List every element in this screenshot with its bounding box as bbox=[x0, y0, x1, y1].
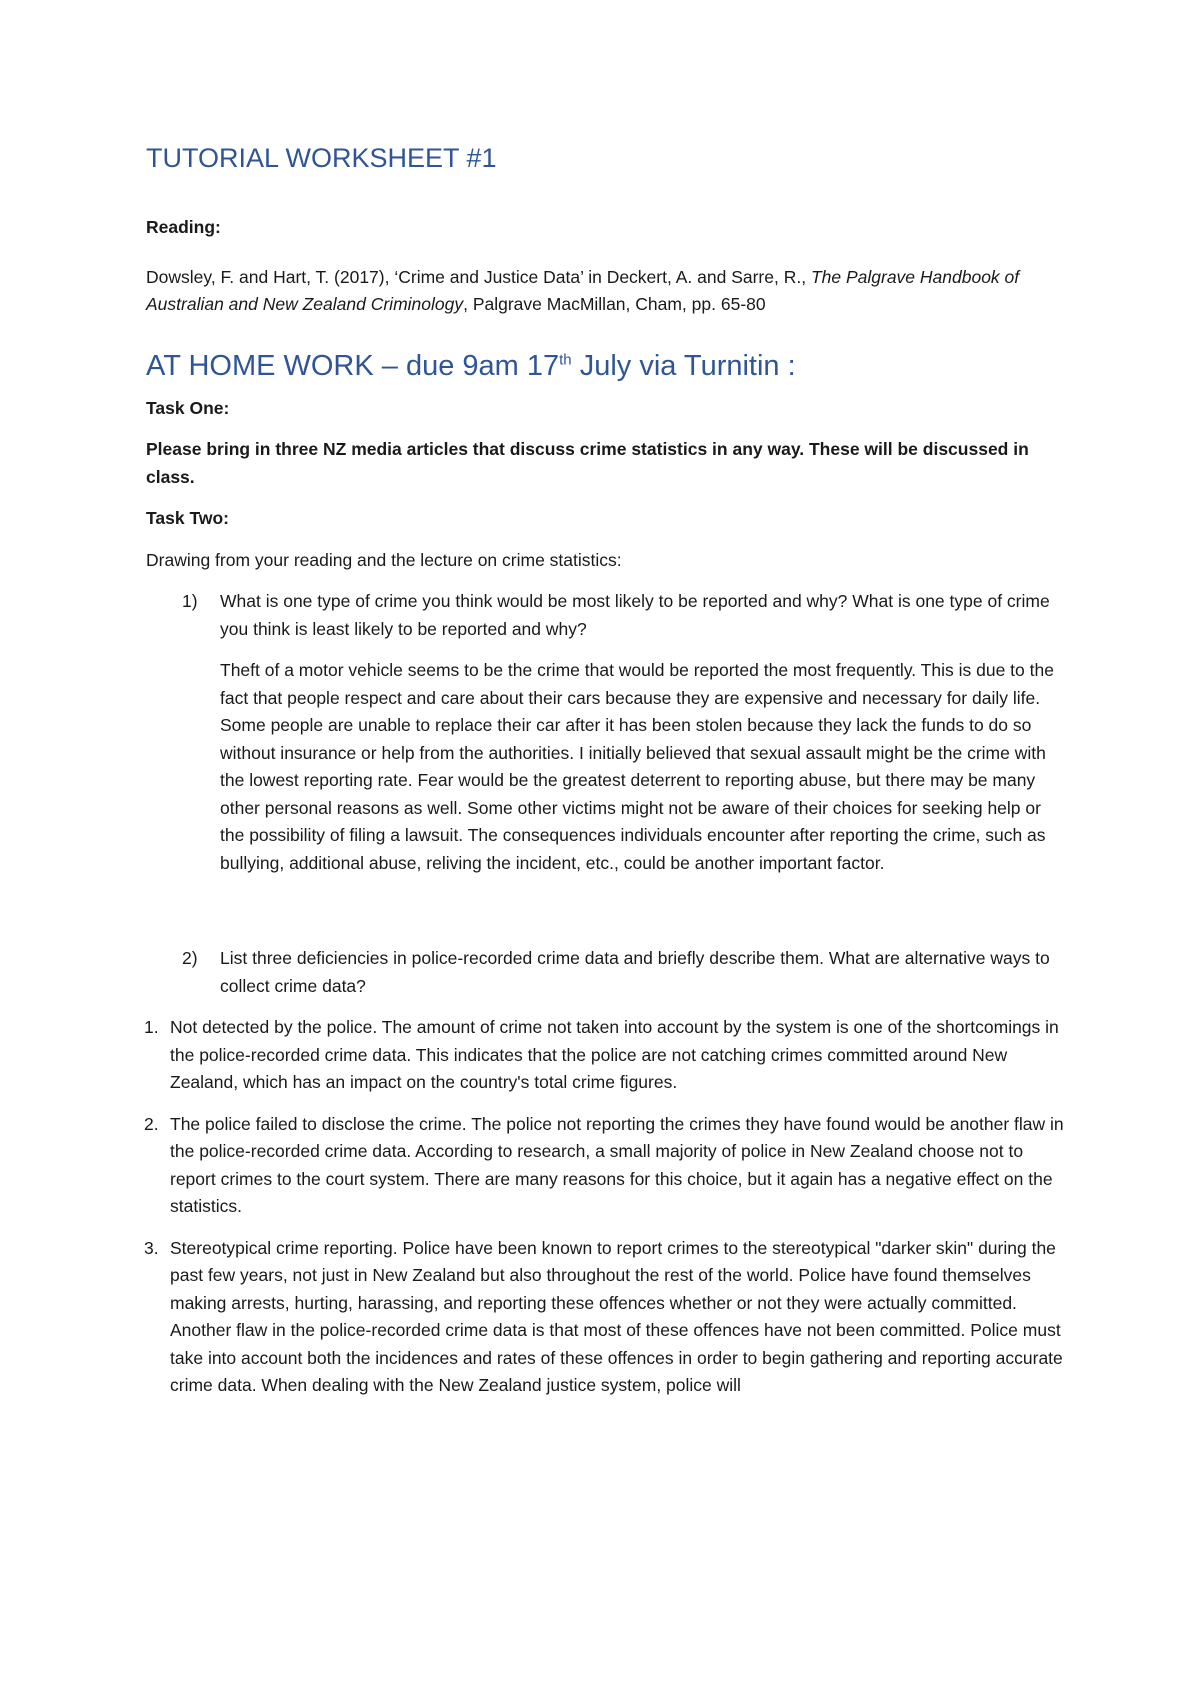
homework-heading bbox=[146, 347, 1066, 385]
worksheet-title: TUTORIAL WORKSHEET #1 bbox=[146, 143, 497, 173]
deficiency-item bbox=[146, 1014, 1066, 1097]
question-1-text: What is one type of crime you think would be most likely to be reported and why? What is one type of crime you think is least likely to be reported and why? bbox=[220, 591, 1050, 639]
question-2-text: List three deficiencies in police-recorded crime data and briefly describe them. What are alternative ways to collect crime data? bbox=[220, 948, 1050, 996]
question-2 bbox=[146, 945, 1066, 1000]
homework-heading-rest: July via Turnitin : bbox=[571, 349, 796, 382]
question-1-number: 1) bbox=[182, 591, 198, 611]
deficiency-item bbox=[146, 1111, 1066, 1221]
task-two-label: Task Two: bbox=[146, 508, 229, 528]
deficiency-text: Stereotypical crime reporting. Police have been known to report crimes to the stereotypical "darker skin" during the past few years, not just in New Zealand but also throughout the rest of the world. Police have found themselves making arrests, hurting, harassing, and reporting these offences whether or not they were actually committed. Another flaw in the police-recorded crime data is that most of these offences have not been committed. Police must take into account both the incidences and rates of these offences in order to begin gathering and reporting accurate crime data. When dealing with the New Zealand justice system, police will bbox=[170, 1237, 1063, 1395]
deficiency-number: 2. bbox=[144, 1113, 159, 1134]
reading-label: Reading: bbox=[146, 217, 221, 237]
citation-authors: Dowsley, F. and Hart, T. (2017), ‘Crime and Justice Data’ in Deckert, A. and Sarre, R., bbox=[146, 266, 811, 287]
deficiency-text: Not detected by the police. The amount of crime not taken into account by the system is one of the shortcomings in the police-recorded crime data. This indicates that the police are not catching crimes committed around New Zealand, which has an impact on the country's total crime figures. bbox=[170, 1017, 1059, 1092]
deficiency-item bbox=[146, 1235, 1066, 1400]
citation-publisher: , Palgrave MacMillan, Cham, pp. 65-80 bbox=[463, 294, 766, 314]
task-one-text: Please bring in three NZ media articles that discuss crime statistics in any way. These will be discussed in class. bbox=[146, 439, 1029, 487]
document-body bbox=[146, 140, 1066, 1414]
task-one-label: Task One: bbox=[146, 397, 230, 418]
task-two-intro: Drawing from your reading and the lecture on crime statistics: bbox=[146, 549, 622, 570]
answer-1: Theft of a motor vehicle seems to be the crime that would be reported the most frequently. This is due to the fact that people respect and care about their cars because they are expensive and necessary for daily life. Some people are unable to replace their car after it has been stolen because they lack the funds to do so without insurance or help from the authorities. I initially believed that sexual assault might be the crime with the lowest reporting rate. Fear would be the greatest deterrent to reporting abuse, but there may be many other personal reasons as well. Some other victims might not be aware of their choices for seeking help or the possibility of filing a lawsuit. The consequences individuals encounter after reporting the crime, such as bullying, additional abuse, reliving the incident, etc., could be another important factor. bbox=[220, 660, 1054, 873]
citation-book-title: The Palgrave Handbook of Australian and New Zealand Criminology bbox=[146, 266, 1020, 314]
deficiency-text: The police failed to disclose the crime. The police not reporting the crimes they have found would be another flaw in the police-recorded crime data. According to research, a small majority of police in New Zealand choose not to report crimes to the court system. There are many reasons for this choice, but it again has a negative effect on the statistics. bbox=[170, 1113, 1064, 1216]
question-2-number: 2) bbox=[182, 948, 198, 968]
question-1 bbox=[146, 588, 1066, 643]
reading-citation bbox=[146, 264, 1066, 319]
deficiency-number: 1. bbox=[144, 1017, 159, 1037]
deficiency-number: 3. bbox=[144, 1237, 159, 1258]
homework-heading-main: AT HOME WORK – due 9am 17 bbox=[146, 349, 560, 382]
homework-heading-sup: th bbox=[559, 350, 572, 368]
